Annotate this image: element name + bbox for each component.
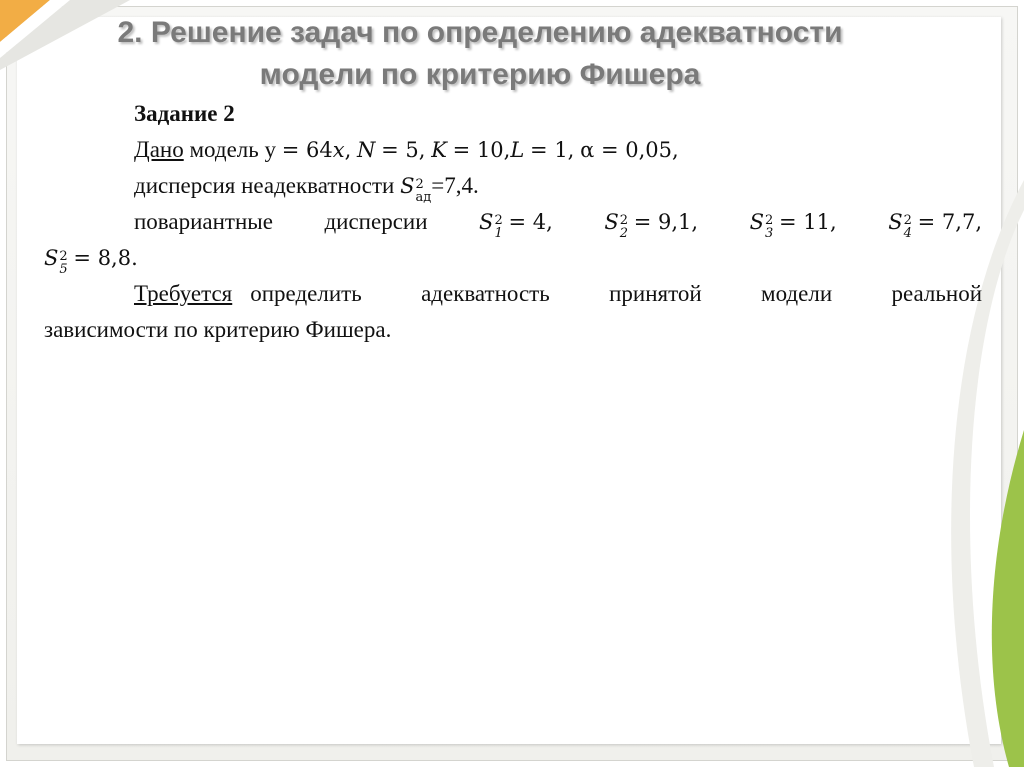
S1-indices	[494, 214, 502, 240]
required-text-1: определить адекватность принятой модели реальной	[250, 281, 982, 306]
S5-indices	[59, 250, 67, 276]
S4-sub: 4	[903, 226, 912, 241]
S3-sub: 3	[765, 226, 774, 241]
required-label: Требуется	[134, 281, 233, 306]
s1-term	[479, 204, 553, 240]
N-value: = 5,	[381, 138, 426, 162]
S5-sup: 2	[59, 249, 68, 264]
S3-indices	[765, 214, 773, 240]
model-text: модель y	[189, 137, 276, 162]
S2-sup: 2	[619, 213, 628, 228]
variance-text: дисперсия неадекватности	[134, 173, 395, 198]
S2-sub: 2	[619, 226, 628, 241]
model-var: x	[332, 138, 345, 162]
disp-text: дисперсии	[324, 209, 428, 234]
S-ad-sup: 2	[415, 177, 424, 192]
required-text-2: зависимости по критерию Фишера.	[44, 317, 392, 342]
L-value: = 1,	[530, 138, 575, 162]
S1-symbol: S	[479, 210, 494, 234]
L-symbol: L	[510, 138, 525, 162]
S1-sub: 1	[494, 226, 503, 241]
S3-value: = 11,	[779, 210, 837, 234]
slide-title	[100, 12, 860, 96]
S4-value: = 7,7,	[917, 210, 982, 234]
S3-symbol: S	[749, 210, 764, 234]
S5-symbol: S	[44, 246, 59, 270]
required-line	[44, 276, 982, 312]
s5-line	[44, 240, 982, 276]
variant-variances-line	[44, 204, 982, 240]
S-ad-symbol: S	[400, 174, 415, 198]
model-sep: ,	[344, 138, 352, 162]
S2-value: = 9,1,	[633, 210, 699, 234]
task-content	[44, 96, 982, 348]
title-line-2: модели по критерию Фишера	[259, 58, 701, 91]
s3-term	[750, 204, 837, 240]
s2-term	[604, 204, 698, 240]
povar-text: повариантные	[134, 209, 273, 234]
S1-sup: 2	[494, 213, 503, 228]
S4-sup: 2	[903, 213, 912, 228]
inadequacy-variance-line	[44, 168, 982, 204]
S3-sup: 2	[765, 213, 774, 228]
s4-term	[888, 204, 982, 240]
S5-sub: 5	[59, 262, 68, 277]
given-label: Дано	[134, 137, 184, 162]
alpha-value: α = 0,05,	[580, 138, 679, 162]
S-ad-value: =7,4.	[431, 173, 479, 198]
S4-indices	[904, 214, 912, 240]
given-line	[44, 132, 982, 168]
S-ad-sub: ад	[415, 190, 432, 205]
S1-value: = 4,	[508, 210, 553, 234]
K-value: = 10,	[452, 138, 511, 162]
S2-indices	[620, 214, 628, 240]
model-eq: = 64	[281, 138, 333, 162]
K-symbol: K	[431, 138, 447, 162]
S-ad-indices	[416, 178, 432, 204]
S4-symbol: S	[888, 210, 903, 234]
N-symbol: N	[357, 138, 376, 162]
task-heading: Задание 2	[134, 101, 235, 126]
S2-symbol: S	[604, 210, 619, 234]
title-line-1: 2. Решение задач по определению адекватности	[117, 16, 843, 49]
S5-value: = 8,8.	[73, 246, 138, 270]
